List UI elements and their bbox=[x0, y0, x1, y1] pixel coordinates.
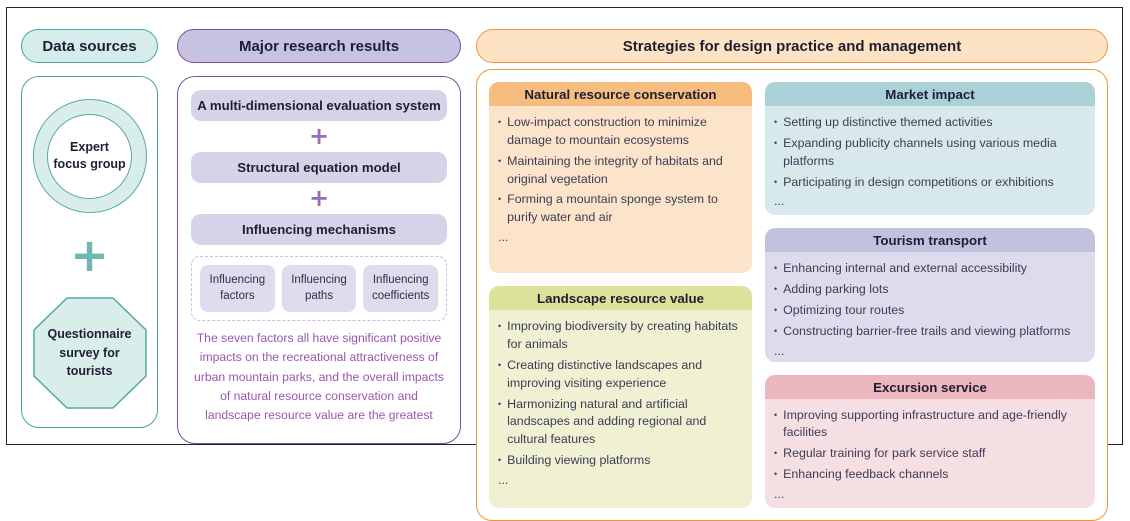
plus-icon: + bbox=[308, 122, 330, 150]
bullet-dot-icon: • bbox=[498, 117, 502, 127]
bullet-item: • Setting up distinctive themed activities bbox=[774, 114, 1085, 132]
expert-focus-group-label: Expert focus group bbox=[47, 114, 132, 199]
strategy-box-body bbox=[489, 106, 752, 273]
strategy-box-title: Tourism transport bbox=[765, 228, 1095, 252]
bullet-item: • Enhancing internal and external accessibility bbox=[774, 260, 1085, 278]
strategy-box-tourism-transport bbox=[765, 228, 1095, 361]
evaluation-system-box: A multi-dimensional evaluation system bbox=[191, 90, 447, 121]
diagram-frame bbox=[6, 7, 1123, 502]
bullet-item: • Improving biodiversity by creating habitats for animals bbox=[498, 318, 742, 354]
bullet-dot-icon: • bbox=[774, 409, 778, 420]
strategies-right-column bbox=[765, 82, 1095, 508]
bullet-dot-icon: • bbox=[774, 137, 778, 148]
influencing-sub-box: Influencing paths bbox=[282, 265, 357, 312]
strategy-box-title: Market impact bbox=[765, 82, 1095, 106]
bullet-item: • Enhancing feedback channels bbox=[774, 466, 1085, 484]
strategy-box-body bbox=[765, 399, 1095, 508]
bullet-item: • Maintaining the integrity of habitats and original vegetation bbox=[498, 153, 742, 189]
bullet-dot-icon: • bbox=[498, 194, 502, 205]
plus-icon: + bbox=[308, 184, 330, 212]
bullet-dot-icon: • bbox=[774, 325, 778, 336]
bullet-item: • Regular training for park service staff bbox=[774, 445, 1085, 463]
ellipsis-more: ... bbox=[498, 230, 509, 245]
influencing-detail-group bbox=[191, 256, 447, 321]
strategy-box-title: Excursion service bbox=[765, 375, 1095, 399]
column-strategies bbox=[476, 29, 1108, 502]
influencing-sub-box: Influencing factors bbox=[200, 265, 275, 312]
questionnaire-label: Questionnaire survey for tourists bbox=[47, 326, 132, 379]
bullet-dot-icon: • bbox=[774, 469, 778, 480]
bullet-dot-icon: • bbox=[774, 263, 778, 274]
questionnaire-octagon bbox=[33, 297, 147, 409]
column-data-sources bbox=[21, 29, 158, 436]
bullet-list bbox=[774, 407, 1085, 484]
strategy-box-market-impact bbox=[765, 82, 1095, 215]
data-sources-title: Data sources bbox=[21, 29, 158, 63]
bullet-item: • Building viewing platforms bbox=[498, 452, 742, 470]
bullet-dot-icon: • bbox=[498, 398, 502, 409]
expert-focus-group-circle bbox=[33, 99, 147, 213]
strategy-box-body bbox=[765, 252, 1095, 361]
bullet-item: • Participating in design competitions or exhibitions bbox=[774, 174, 1085, 192]
bullet-dot-icon: • bbox=[498, 359, 502, 370]
strategy-box-body bbox=[489, 310, 752, 508]
strategies-title: Strategies for design practice and management bbox=[476, 29, 1108, 63]
bullet-dot-icon: • bbox=[774, 117, 778, 127]
influencing-sub-box: Influencing coefficients bbox=[363, 265, 438, 312]
ellipsis-more: ... bbox=[498, 473, 509, 488]
strategies-left-column bbox=[489, 82, 752, 508]
bullet-dot-icon: • bbox=[498, 455, 502, 466]
influencing-sub-box-list bbox=[200, 265, 438, 312]
ellipsis-more: ... bbox=[774, 343, 785, 358]
research-results-title: Major research results bbox=[177, 29, 461, 63]
bullet-list bbox=[774, 260, 1085, 340]
strategies-panel bbox=[476, 69, 1108, 521]
bullet-item: • Optimizing tour routes bbox=[774, 302, 1085, 320]
ellipsis-more: ... bbox=[774, 487, 785, 502]
bullet-item: • Creating distinctive landscapes and improving visiting experience bbox=[498, 357, 742, 393]
bullet-item: • Improving supporting infrastructure and age-friendly facilities bbox=[774, 407, 1085, 443]
bullet-item: • Low-impact construction to minimize damage to mountain ecosystems bbox=[498, 114, 742, 150]
bullet-item: • Harmonizing natural and artificial landscapes and adding regional and cultural features bbox=[498, 396, 742, 450]
bullet-item: • Forming a mountain sponge system to purify water and air bbox=[498, 191, 742, 227]
bullet-dot-icon: • bbox=[498, 155, 502, 166]
research-results-panel bbox=[177, 76, 461, 444]
strategy-box-natural-resource-conservation bbox=[489, 82, 752, 273]
bullet-dot-icon: • bbox=[774, 305, 778, 316]
column-research-results bbox=[177, 29, 461, 436]
bullet-dot-icon: • bbox=[774, 284, 778, 295]
bullet-list bbox=[498, 318, 742, 470]
bullet-dot-icon: • bbox=[774, 448, 778, 459]
bullet-item: • Adding parking lots bbox=[774, 281, 1085, 299]
research-conclusion-text: The seven factors all have significant positive impacts on the recreational attractiveness of urban mountain parks, and the overall impacts of natural resource conservation and landscape resource value are the greatest bbox=[194, 331, 444, 423]
bullet-dot-icon: • bbox=[498, 321, 502, 332]
bullet-item: • Constructing barrier-free trails and viewing platforms bbox=[774, 323, 1085, 341]
bullet-item: • Expanding publicity channels using various media platforms bbox=[774, 135, 1085, 171]
strategy-box-landscape-resource-value bbox=[489, 286, 752, 508]
influencing-mechanisms-box: Influencing mechanisms bbox=[191, 214, 447, 245]
ellipsis-more: ... bbox=[774, 194, 785, 209]
strategy-box-title: Natural resource conservation bbox=[489, 82, 752, 106]
data-sources-panel bbox=[21, 76, 158, 428]
diagram bbox=[7, 8, 1122, 502]
bullet-dot-icon: • bbox=[774, 176, 778, 187]
strategy-box-excursion-service bbox=[765, 375, 1095, 508]
bullet-list bbox=[498, 114, 742, 227]
strategy-box-body bbox=[765, 106, 1095, 215]
bullet-list bbox=[774, 114, 1085, 191]
strategy-box-title: Landscape resource value bbox=[489, 286, 752, 310]
plus-icon: + bbox=[70, 228, 109, 282]
structural-equation-model-box: Structural equation model bbox=[191, 152, 447, 183]
